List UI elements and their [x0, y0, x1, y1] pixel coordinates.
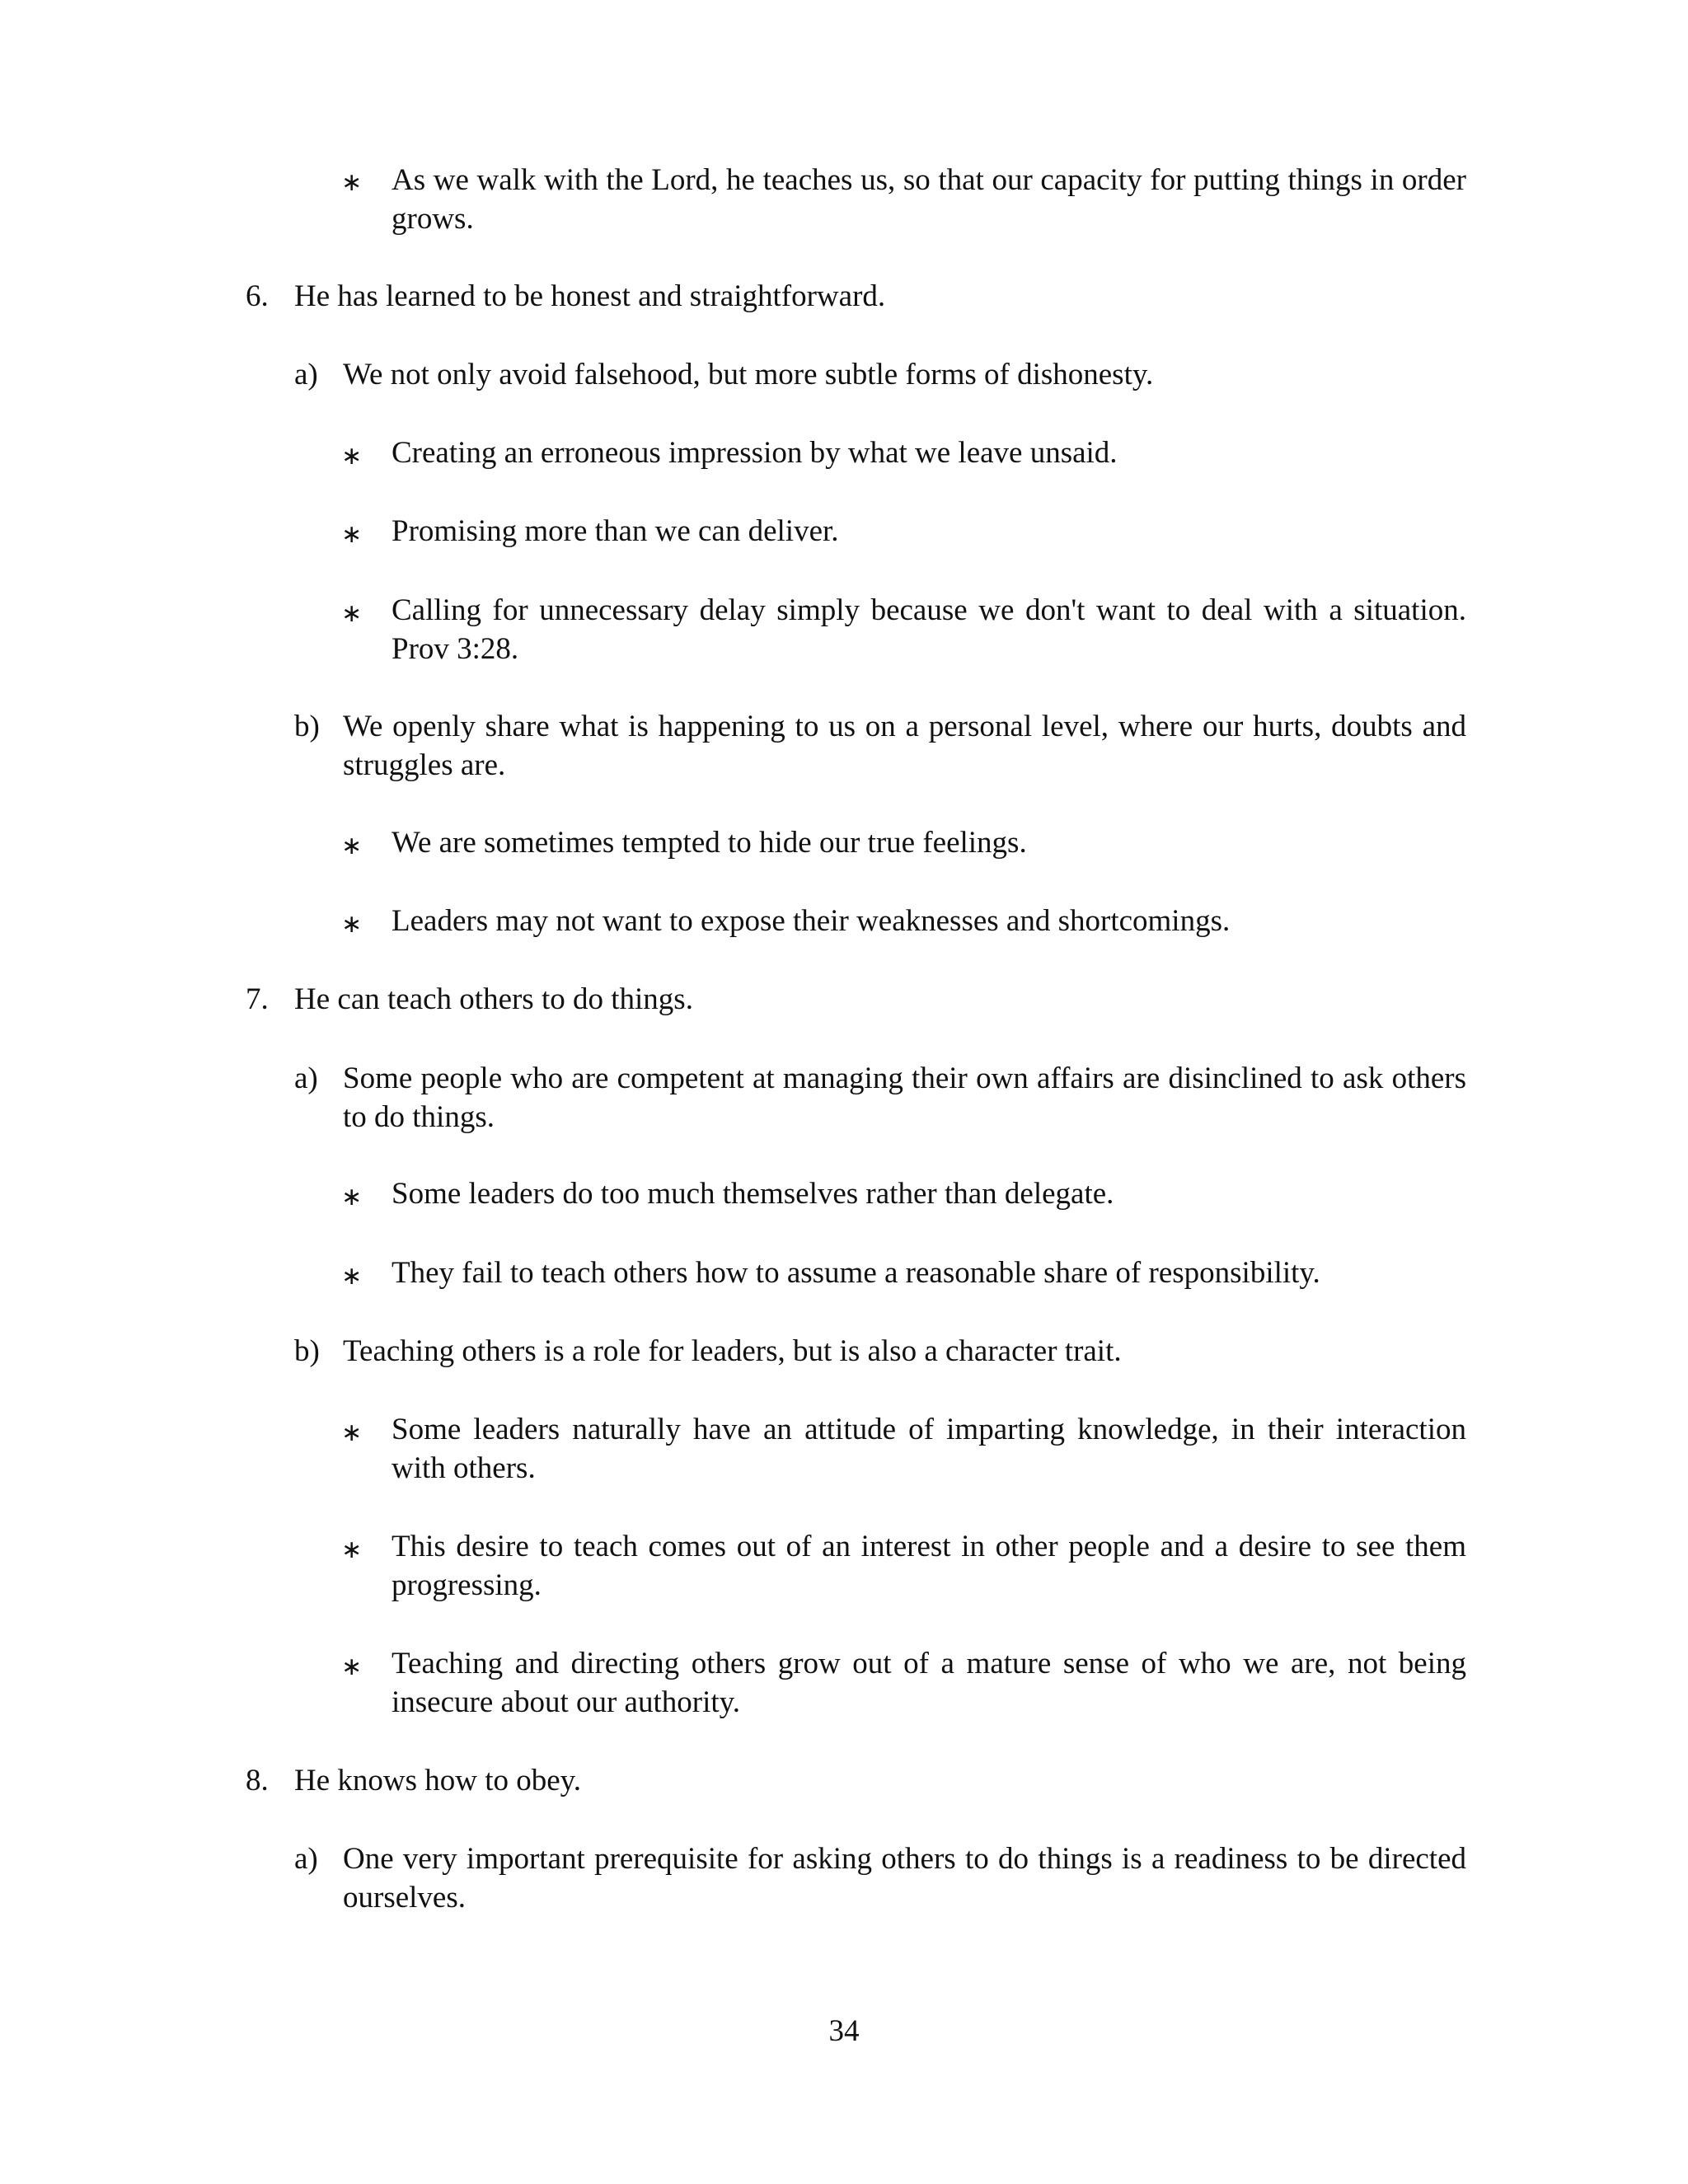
lettered-item: Some people who are competent at managing their own affairs are disinclined to ask others to do things. [343, 1062, 1466, 1134]
page-number: 34 [828, 2014, 860, 2048]
bullet-marker: ∗ [341, 1183, 363, 1212]
bullet-item: This desire to teach comes out of an interest in other people and a desire to see them progressing. [392, 1530, 1466, 1602]
bullet-item: Promising more than we can deliver. [392, 514, 839, 548]
bullet-marker: ∗ [341, 832, 363, 860]
list-letter: a) [294, 358, 318, 391]
bullet-item: Some leaders naturally have an attitude of imparting knowledge, in their interaction with others. [392, 1413, 1466, 1485]
list-number: 6. [246, 279, 269, 313]
list-number: 8. [246, 1764, 269, 1797]
bullet-item: Creating an erroneous impression by what we leave unsaid. [392, 436, 1118, 470]
bullet-item: Leaders may not want to expose their weaknesses and shortcomings. [392, 904, 1231, 938]
lettered-item: One very important prerequisite for asking others to do things is a readiness to be directed ourselves. [343, 1842, 1466, 1915]
bullet-marker: ∗ [341, 520, 363, 549]
bullet-marker: ∗ [341, 910, 363, 939]
lettered-item: Teaching others is a role for leaders, but is also a character trait. [343, 1334, 1122, 1368]
list-number: 7. [246, 982, 269, 1016]
bullet-item: Some leaders do too much themselves rather than delegate. [392, 1177, 1114, 1211]
bullet-item: We are sometimes tempted to hide our true feelings. [392, 826, 1027, 860]
bullet-marker: ∗ [341, 168, 363, 197]
bullet-marker: ∗ [341, 599, 363, 628]
bullet-item: Teaching and directing others grow out of a mature sense of who we are, not being insecure about our authority. [392, 1647, 1466, 1719]
bullet-item: They fail to teach others how to assume a reasonable share of responsibility. [392, 1256, 1320, 1290]
bullet-marker: ∗ [341, 1418, 363, 1447]
lettered-item: We openly share what is happening to us on a personal level, where our hurts, doubts and struggles are. [343, 710, 1466, 782]
list-letter: a) [294, 1062, 318, 1095]
lettered-item: We not only avoid falsehood, but more subtle forms of dishonesty. [343, 358, 1154, 391]
numbered-heading: He can teach others to do things. [294, 982, 693, 1016]
list-letter: b) [294, 710, 320, 743]
bullet-item: As we walk with the Lord, he teaches us, so that our capacity for putting things in order grows. [392, 163, 1466, 236]
numbered-heading: He knows how to obey. [294, 1764, 582, 1797]
bullet-marker: ∗ [341, 442, 363, 471]
list-letter: b) [294, 1334, 320, 1368]
bullet-item: Calling for unnecessary delay simply because we don't want to deal with a situation. Prov 3:28. [392, 593, 1466, 666]
bullet-marker: ∗ [341, 1262, 363, 1291]
numbered-heading: He has learned to be honest and straightforward. [294, 279, 886, 313]
bullet-marker: ∗ [341, 1652, 363, 1681]
list-letter: a) [294, 1842, 318, 1876]
bullet-marker: ∗ [341, 1535, 363, 1564]
